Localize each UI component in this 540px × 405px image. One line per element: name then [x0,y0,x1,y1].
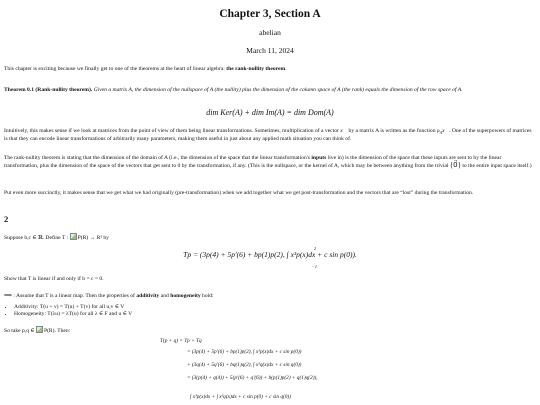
align-line-4: = (3(p(4) + q(4)) + 5(p′(6) + q′(6)) + b(p(1)p(2) + q(1)q(2)), [187,375,318,381]
list-item: • Homogeneity: T(λu) = λT(u) for all λ ∈ F and u ∈ V [14,311,534,318]
transformation-equation: Tp = (3p(4) + 5p′(6) + bp(1)p(2), ∫ x³p(x)dx + c sin p(0)). [183,250,357,259]
align-line-1: T(p + q) = Tp + Tq [160,338,202,344]
document-date: March 11, 2024 [246,46,294,55]
integral-upper-limit: 2 [314,246,317,251]
paragraph-rank-nullity-explanation: The rank-nullity theorem is stating that the dimension of the domain of A (i.e., the dimension of the space that the linear transformation's inputs live in) is the dimension of the space that these inputs are sent to by the linear transformation, plus the dimension of the space of the vectors that get sent to 0 by the transformation, if any. (This is the nullspace, or the kernel of A, which may be between anything from the trivial {0⃗} to the entire input space itself.) [4,155,532,170]
trivial-set: {0⃗} [449,161,461,170]
document-author: abelian [259,28,281,37]
align-line-2: = (3p(4) + 5p′(6) + bp(1)p(2), ∫ x³p(x)dx + c sin p(0)) [187,349,302,355]
paragraph-succinct: Put even more succinctly, it makes sense that we get what we had originally (pre-transformation) when we add together what we get post-transformation and the vectors that are “lost” during the transformation. [4,190,474,196]
suppose-line: Suppose b,c ∈ ℝ. Define T : P(R) → R³ by [4,235,109,241]
section-2-heading: 2 [4,214,9,224]
intro-paragraph: This chapter is exciting because we finally get to one of the theorems at the heart of linear algebra: the rank-nullity theorem. [4,66,287,72]
theorem-block [4,87,534,94]
paragraph-intuition: Intuitively, this makes sense if we look at matrices from the point of view of them being linear transformations. Sometimes, multiplication of a vector x⃗ by a matrix A is written as the function $\rho_Ax⃗$. One of the superpowers of matrices is that they can encode linear transformations of arbitrarily many parameters, making them useful in just about any applied math situation you can think of. [4,128,532,143]
show-statement: Show that T is linear if and only if b = c = 0. [4,276,104,282]
so-take-line: So take p,q ∈ P(R). Then: [4,328,71,334]
theorem-equation: dim Ker(A) + dim Im(A) = dim Dom(A) [206,108,334,117]
integral-lower-limit: −1 [312,264,317,269]
list-item: • Additivity: T(u + v) = T(u) + T(v) for all u,v ∈ V [14,304,534,311]
align-line-3: + (3q(4) + 5q′(6) + bq(1)q(2), ∫ x³q(x)dx + c sin q(0)) [187,362,302,368]
theorem-label: Theorem 0.1 (Rank-nullity theorem). [4,87,93,93]
implies-line: ⟹ : Assume that T is a linear map. Then the properties of additivity and homogeneity hold: [4,293,214,299]
broken-image-icon [36,326,43,333]
broken-image-icon [70,233,77,240]
rank-nullity-bold: the rank-nullity theorem [226,66,286,72]
linearity-properties-list [4,304,534,318]
document-title: Chapter 3, Section A [219,8,321,20]
align-line-5: ∫ x³p(x)dx + ∫ x³q(x)dx + c sin p(0) + c sin q(0)) [190,394,291,400]
theorem-statement: Given a matrix A, the dimension of the nullspace of A (the nullity) plus the dimension of the column space of A (the rank) equals the dimension of the row space of A. [93,87,463,93]
